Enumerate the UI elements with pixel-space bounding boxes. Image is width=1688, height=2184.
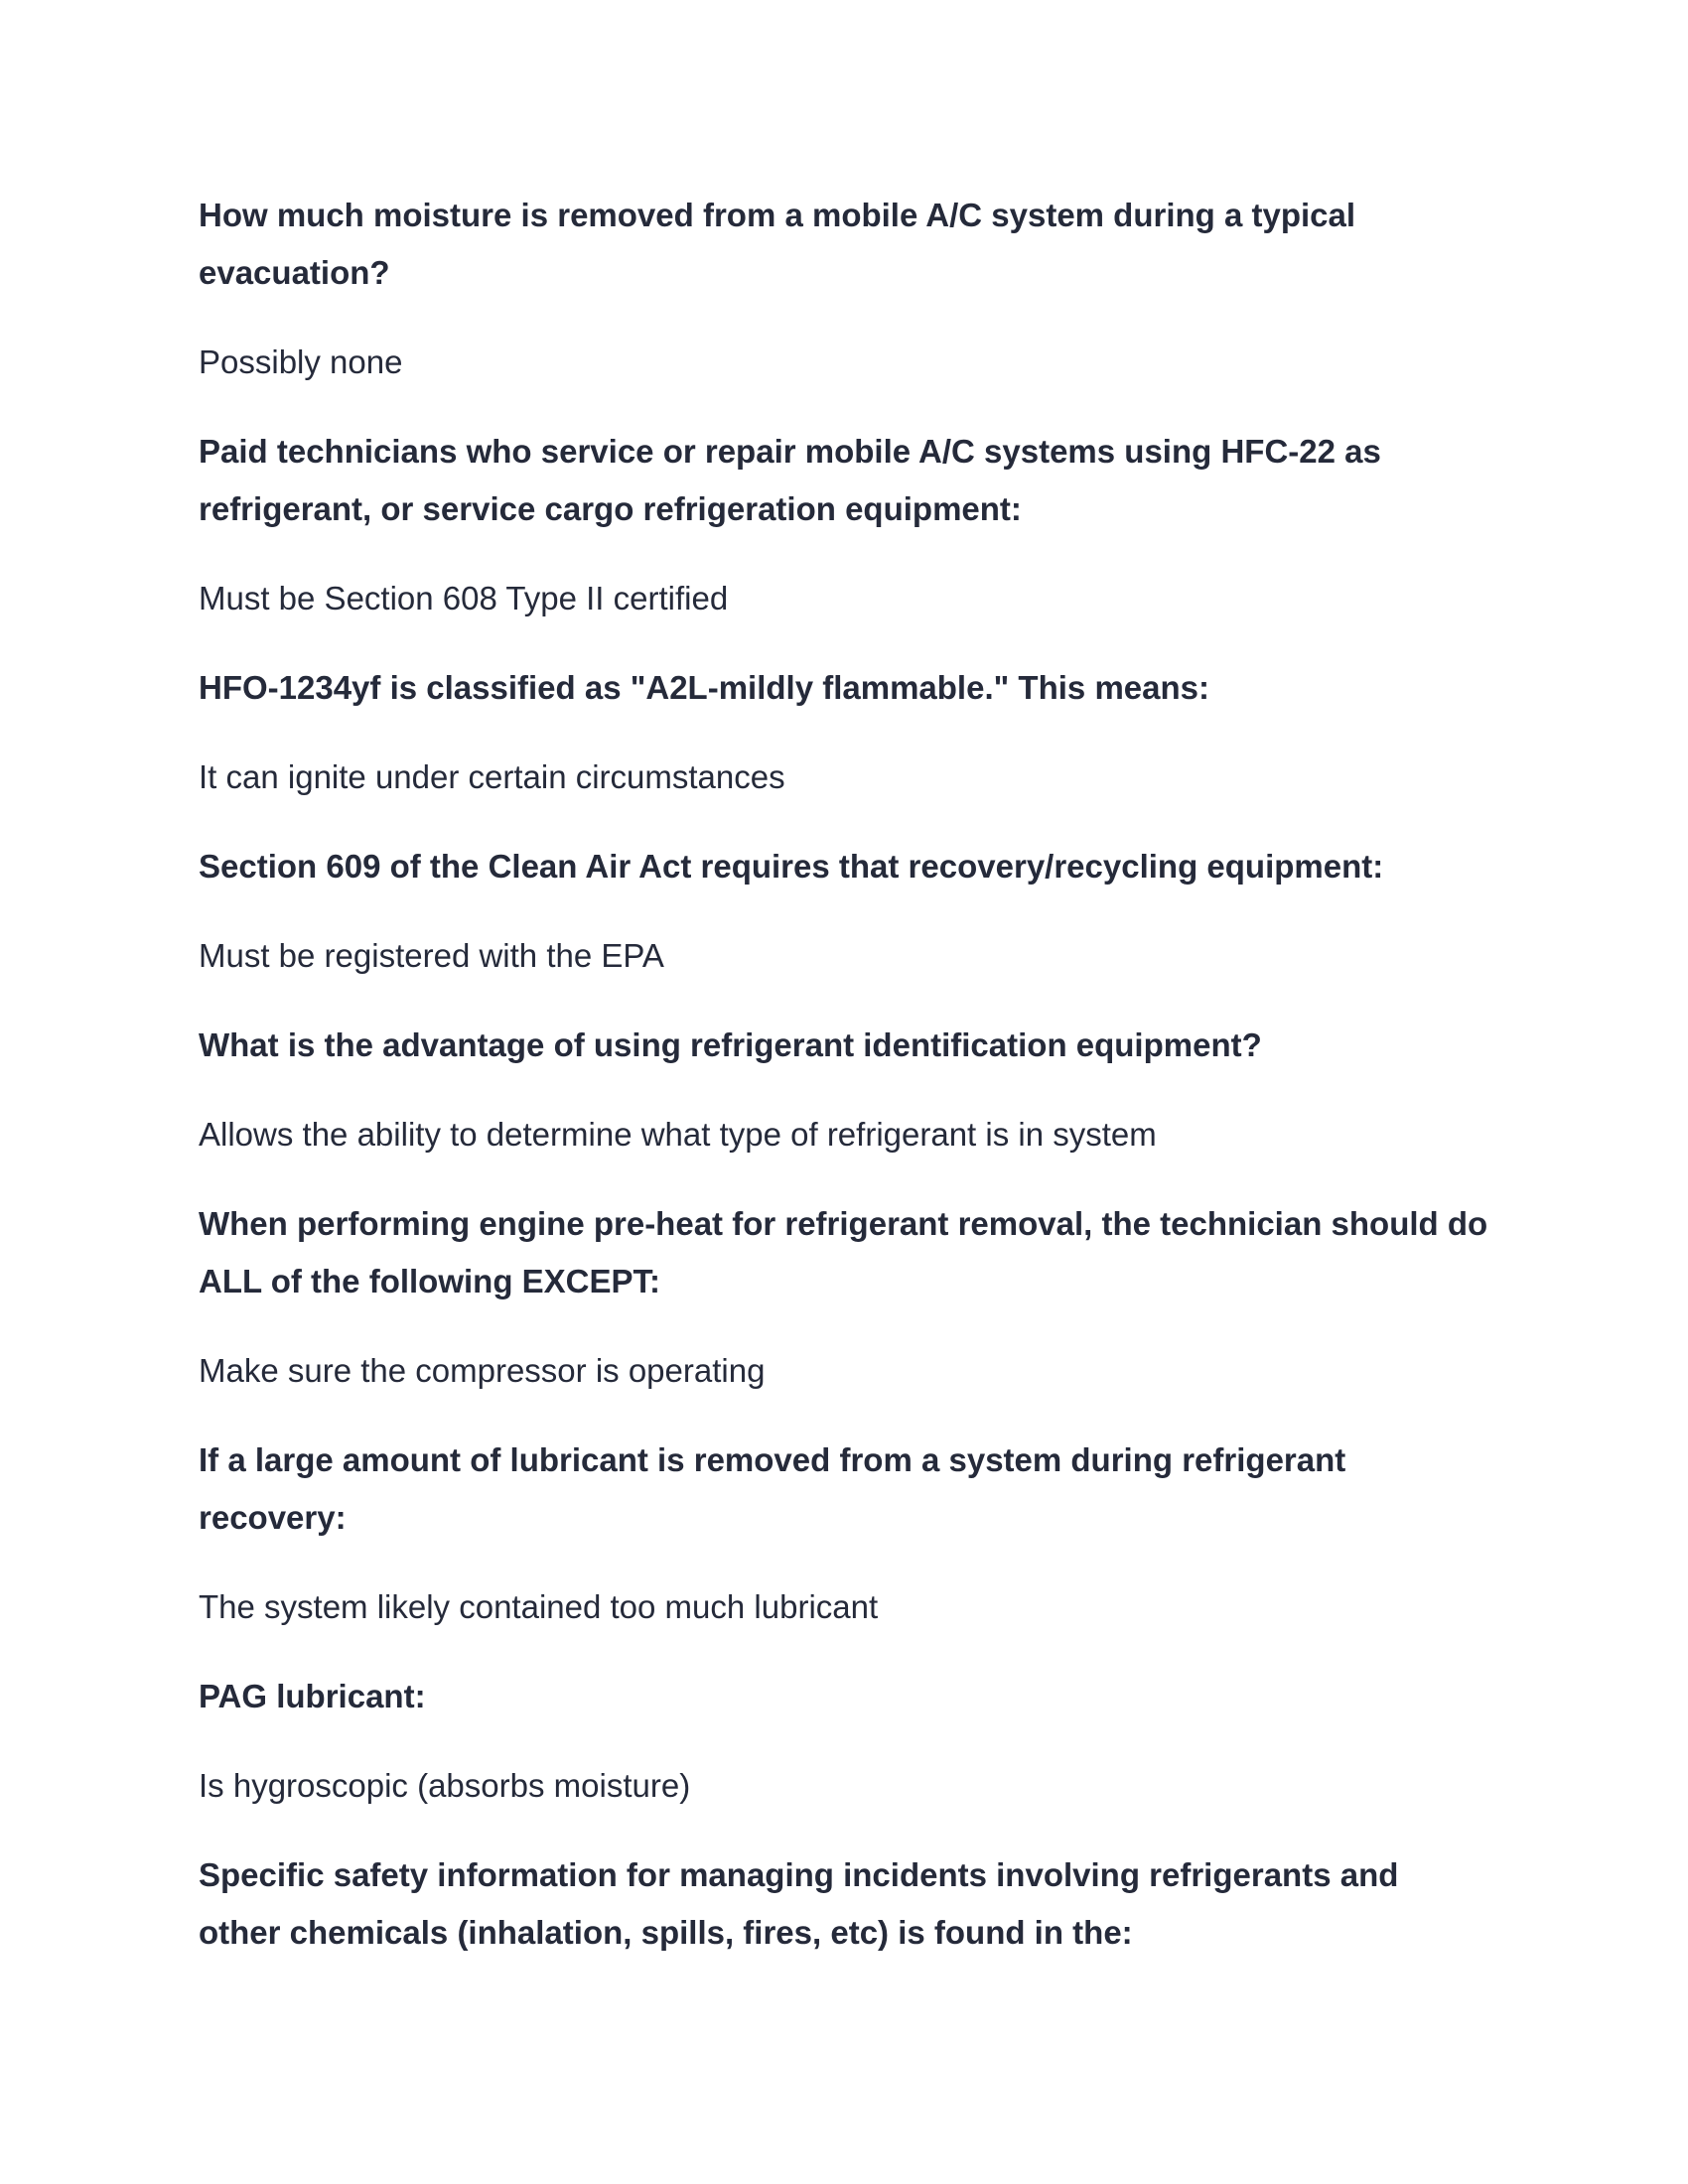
qa-item [199, 1432, 1489, 1636]
qa-item [199, 1195, 1489, 1400]
answer-text: Make sure the compressor is operating [199, 1352, 766, 1389]
answer-text: Is hygroscopic (absorbs moisture) [199, 1767, 691, 1804]
answer-text: It can ignite under certain circumstances [199, 758, 785, 795]
question-text: If a large amount of lubricant is removed from a system during refrigerant recovery: [199, 1441, 1346, 1536]
question-text: Section 609 of the Clean Air Act requires that recovery/recycling equipment: [199, 848, 1384, 885]
qa-item [199, 838, 1489, 985]
qa-item [199, 187, 1489, 391]
question-text: Paid technicians who service or repair mobile A/C systems using HFC-22 as refrigerant, or service cargo refrigeration equipment: [199, 433, 1381, 527]
question-text: HFO-1234yf is classified as "A2L-mildly flammable." This means: [199, 669, 1209, 706]
answer-text: Must be Section 608 Type II certified [199, 580, 729, 616]
question-text: How much moisture is removed from a mobile A/C system during a typical evacuation? [199, 197, 1356, 291]
answer-text: Must be registered with the EPA [199, 937, 664, 974]
answer-text: The system likely contained too much lubricant [199, 1588, 879, 1625]
qa-item [199, 1017, 1489, 1163]
question-text: Specific safety information for managing incidents involving refrigerants and other chemicals (inhalation, spills, fires, etc) is found in the: [199, 1856, 1399, 1951]
qa-item [199, 659, 1489, 806]
answer-text: Allows the ability to determine what type of refrigerant is in system [199, 1116, 1157, 1153]
question-text: When performing engine pre-heat for refrigerant removal, the technician should do ALL of the following EXCEPT: [199, 1205, 1488, 1299]
question-text: What is the advantage of using refrigerant identification equipment? [199, 1026, 1262, 1063]
qa-item [199, 423, 1489, 627]
qa-item [199, 1846, 1489, 1962]
qa-item [199, 1668, 1489, 1815]
answer-text: Possibly none [199, 343, 403, 380]
question-text: PAG lubricant: [199, 1678, 426, 1714]
document-page [199, 187, 1489, 1993]
